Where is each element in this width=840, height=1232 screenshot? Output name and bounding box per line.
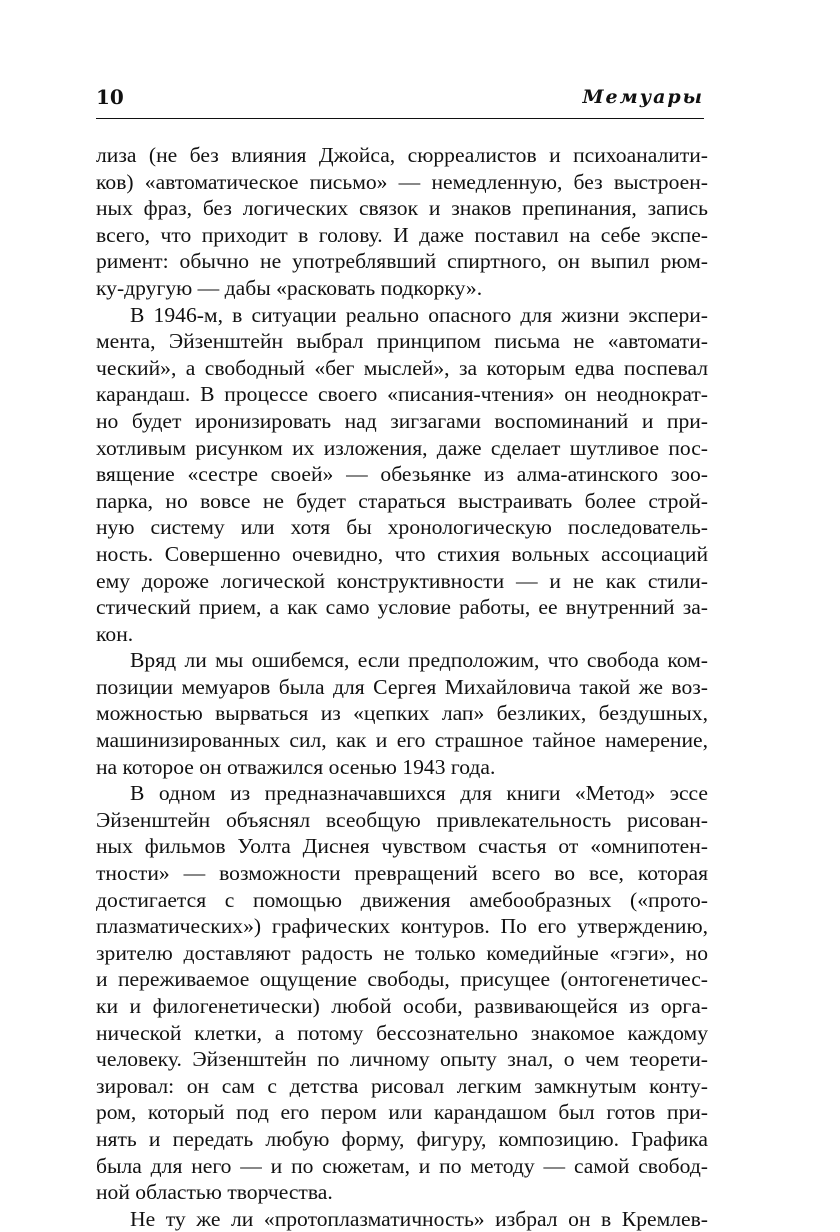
text-line: нической клетки, а потому бессознательно знакомое каждому — [96, 1020, 708, 1045]
text-line: ром, который под его пером или карандашом был готов при- — [96, 1100, 708, 1125]
text-line: мента, Эйзенштейн выбрал принципом письма не «автомати- — [96, 329, 708, 354]
text-line: Вряд ли мы ошибемся, если предположим, что свобода ком- — [130, 648, 708, 673]
text-line: ки и филогенетически) любой особи, развивающейся из орга- — [96, 994, 708, 1018]
text-line: человеку. Эйзенштейн по личному опыту знал, о чем теорети- — [96, 1047, 708, 1072]
text-line: парка, но вовсе не будет стараться выстраивать более строй- — [96, 488, 708, 513]
text-line: нять и передать любую форму, фигуру, композицию. Графика — [96, 1126, 708, 1151]
text-line: В 1946-м, в ситуации реально опасного для жизни экспери- — [130, 302, 708, 327]
text-line: ность. Совершенно очевидно, что стихия вольных ассоциаций — [96, 541, 708, 566]
text-line: карандаш. В процессе своего «писания-чтения» он неоднократ- — [96, 382, 708, 407]
text-line: позиции мемуаров была для Сергея Михайловича такой же воз- — [96, 674, 708, 699]
text-line: можностью вырваться из «цепких лап» безликих, бездушных, — [96, 701, 708, 726]
page-number: 10 — [96, 85, 124, 109]
text-line: достигается с помощью движения амебообразных («прото- — [96, 887, 708, 912]
body-text — [96, 142, 708, 1232]
paragraph-4 — [96, 780, 708, 1206]
paragraph-2 — [96, 302, 708, 648]
text-line: ку-другую — дабы «расковать подкорку». — [96, 275, 483, 300]
text-line: зрителю доставляют радость не только комедийные «гэги», но — [96, 940, 708, 965]
text-line: ему дороже логической конструктивности — и не как стили- — [96, 568, 708, 593]
text-line: всего, что приходит в голову. И даже поставил на себе экспе- — [96, 222, 708, 247]
text-line: и переживаемое ощущение свободы, присущее (онтогенетичес- — [96, 967, 708, 992]
text-line: кон. — [96, 621, 134, 646]
text-line: но будет иронизировать над зигзагами воспоминаний и при- — [96, 408, 708, 433]
text-line: римент: обычно не употреблявший спиртного, он выпил рюм- — [96, 249, 708, 274]
text-line: В одном из предназначавшихся для книги «Метод» эссе — [130, 781, 708, 806]
text-line: Не ту же ли «протоплазматичность» избрал он в Кремлев- — [130, 1206, 708, 1231]
text-line: ных фильмов Уолта Диснея чувством счастья от «омнипотен- — [96, 834, 708, 859]
text-line: ных фраз, без логических связок и знаков препинания, запись — [96, 196, 708, 221]
text-line: стический прием, а как само условие работы, ее внутренний за- — [96, 595, 708, 620]
text-line: вящение «сестре своей» — обезьянке из алма-атинского зоо- — [96, 462, 708, 487]
text-line: ной областью творчества. — [96, 1180, 333, 1205]
text-line: плазматических») графических контуров. По его утверждению, — [96, 914, 708, 939]
running-head: Мемуары — [582, 86, 704, 108]
text-line: ков) «автоматическое письмо» — немедленную, без выстроен- — [96, 169, 708, 194]
text-line: Эйзенштейн объяснял всеобщую привлекательность рисован- — [96, 807, 708, 832]
text-line: тности» — возможности превращений всего во все, которая — [96, 861, 708, 886]
paragraph-1 — [96, 142, 708, 302]
text-line: хотливым рисунком их изложения, даже сделает шутливое пос- — [96, 435, 708, 460]
text-line: лиза (не без влияния Джойса, сюрреалистов и психоаналити- — [96, 143, 708, 167]
header-rule — [96, 118, 704, 119]
paragraph-5 — [96, 1206, 708, 1232]
text-line: ческий», а свободный «бег мыслей», за которым едва поспевал — [96, 355, 708, 380]
text-line: машинизированных сил, как и его страшное тайное намерение, — [96, 728, 708, 753]
paragraph-3 — [96, 647, 708, 780]
text-line: зировал: он сам с детства рисовал легким замкнутым конту- — [96, 1073, 708, 1098]
text-line: была для него — и по сюжетам, и по методу — самой свобод- — [96, 1153, 708, 1178]
text-line: на которое он отважился осенью 1943 года. — [96, 754, 496, 779]
page-header — [96, 86, 704, 114]
text-line: ную систему или хотя бы хронологическую последователь- — [96, 515, 708, 540]
